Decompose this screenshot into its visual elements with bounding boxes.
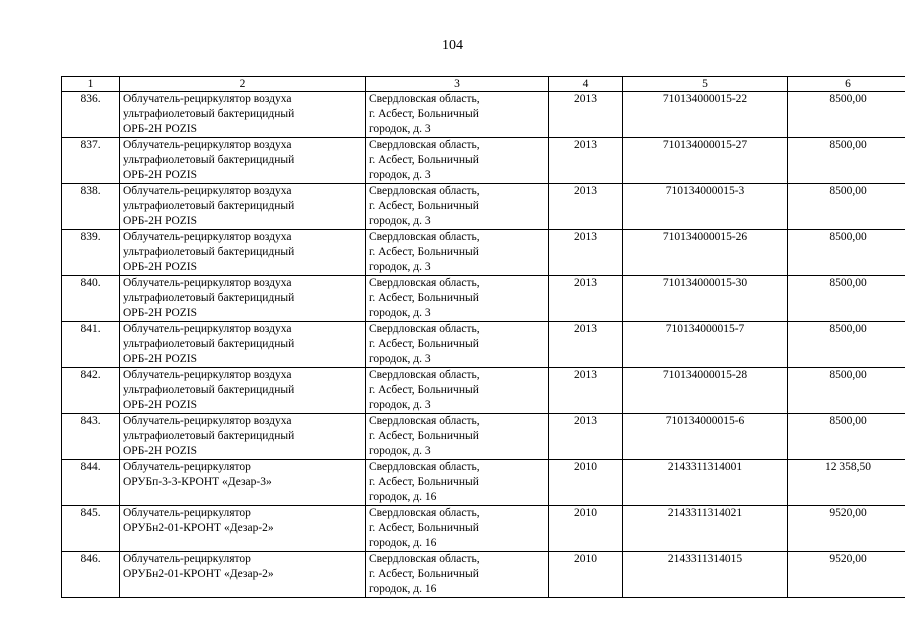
item-name — [120, 552, 366, 598]
item-name — [120, 184, 366, 230]
item-name-line: Облучатель-рециркулятор — [123, 507, 251, 519]
item-address — [366, 460, 549, 506]
item-year: 2013 — [549, 138, 623, 184]
item-name-line: ОРБ-2Н POZIS — [123, 353, 198, 365]
item-year: 2013 — [549, 276, 623, 322]
item-name-line: ОРБ-2Н POZIS — [123, 445, 198, 457]
item-name — [120, 276, 366, 322]
item-address-line: городок, д. 3 — [369, 123, 431, 135]
table-body — [62, 92, 905, 598]
item-name-line: Облучатель-рециркулятор воздуха — [123, 93, 292, 105]
item-year: 2013 — [549, 414, 623, 460]
header-row — [62, 77, 905, 92]
item-address-line: городок, д. 16 — [369, 537, 437, 549]
item-price: 8500,00 — [788, 138, 905, 184]
item-address-line: Свердловская область, — [369, 185, 480, 197]
item-name-line: ОРБ-2Н POZIS — [123, 215, 198, 227]
item-year: 2013 — [549, 184, 623, 230]
item-address-line: городок, д. 3 — [369, 215, 431, 227]
item-year: 2010 — [549, 552, 623, 598]
item-address-line: г. Асбест, Больничный — [369, 154, 479, 166]
item-address-line: городок, д. 16 — [369, 491, 437, 503]
item-address-line: Свердловская область, — [369, 139, 480, 151]
column-header: 3 — [366, 77, 549, 92]
item-address-line: г. Асбест, Больничный — [369, 200, 479, 212]
page-number: 104 — [442, 38, 463, 53]
inventory-number: 710134000015-3 — [623, 184, 788, 230]
item-address — [366, 506, 549, 552]
item-address — [366, 552, 549, 598]
item-name-line: ОРБ-2Н POZIS — [123, 261, 198, 273]
item-address — [366, 138, 549, 184]
item-name-line: ультрафиолетовый бактерицидный — [123, 108, 295, 120]
table-row — [62, 368, 905, 414]
item-address-line: Свердловская область, — [369, 231, 480, 243]
inventory-number: 710134000015-26 — [623, 230, 788, 276]
column-header: 5 — [623, 77, 788, 92]
item-name-line: ультрафиолетовый бактерицидный — [123, 384, 295, 396]
table-row — [62, 230, 905, 276]
item-price: 8500,00 — [788, 230, 905, 276]
row-number: 845. — [62, 506, 120, 552]
item-address-line: г. Асбест, Больничный — [369, 568, 479, 580]
row-number: 846. — [62, 552, 120, 598]
inventory-number: 710134000015-28 — [623, 368, 788, 414]
inventory-number: 2143311314015 — [623, 552, 788, 598]
item-address-line: г. Асбест, Больничный — [369, 476, 479, 488]
item-name-line: ОРБ-2Н POZIS — [123, 169, 198, 181]
item-address-line: городок, д. 3 — [369, 169, 431, 181]
item-name-line: ОРУБн2-01-КРОНТ «Дезар-2» — [123, 568, 274, 580]
item-address-line: г. Асбест, Больничный — [369, 292, 479, 304]
item-year: 2013 — [549, 322, 623, 368]
item-name-line: ОРУБн2-01-КРОНТ «Дезар-2» — [123, 522, 274, 534]
row-number: 844. — [62, 460, 120, 506]
table-row — [62, 506, 905, 552]
item-name — [120, 138, 366, 184]
item-name-line: ультрафиолетовый бактерицидный — [123, 200, 295, 212]
inventory-number: 710134000015-30 — [623, 276, 788, 322]
item-price: 9520,00 — [788, 552, 905, 598]
item-name — [120, 92, 366, 138]
row-number: 838. — [62, 184, 120, 230]
item-price: 8500,00 — [788, 322, 905, 368]
item-address — [366, 184, 549, 230]
item-name-line: Облучатель-рециркулятор воздуха — [123, 139, 292, 151]
item-name-line: Облучатель-рециркулятор воздуха — [123, 369, 292, 381]
table-row — [62, 92, 905, 138]
item-address-line: городок, д. 3 — [369, 261, 431, 273]
column-header: 1 — [62, 77, 120, 92]
row-number: 840. — [62, 276, 120, 322]
item-address-line: г. Асбест, Больничный — [369, 338, 479, 350]
item-name-line: Облучатель-рециркулятор воздуха — [123, 185, 292, 197]
item-address-line: городок, д. 3 — [369, 353, 431, 365]
inventory-number: 2143311314001 — [623, 460, 788, 506]
item-name — [120, 414, 366, 460]
item-name-line: ОРБ-2Н POZIS — [123, 307, 198, 319]
item-name-line: Облучатель-рециркулятор — [123, 553, 251, 565]
item-year: 2013 — [549, 92, 623, 138]
column-header: 4 — [549, 77, 623, 92]
item-name-line: ОРБ-2Н POZIS — [123, 399, 198, 411]
item-address — [366, 230, 549, 276]
item-address-line: Свердловская область, — [369, 323, 480, 335]
item-address-line: Свердловская область, — [369, 415, 480, 427]
table-row — [62, 322, 905, 368]
column-header: 2 — [120, 77, 366, 92]
item-address-line: городок, д. 16 — [369, 583, 437, 595]
table-row — [62, 460, 905, 506]
item-address — [366, 368, 549, 414]
item-address-line: городок, д. 3 — [369, 445, 431, 457]
item-name — [120, 368, 366, 414]
table-row — [62, 138, 905, 184]
item-address-line: Свердловская область, — [369, 461, 480, 473]
item-name-line: Облучатель-рециркулятор воздуха — [123, 323, 292, 335]
item-address-line: Свердловская область, — [369, 507, 480, 519]
item-name-line: ультрафиолетовый бактерицидный — [123, 338, 295, 350]
item-price: 8500,00 — [788, 368, 905, 414]
item-name-line: ОРБ-2Н POZIS — [123, 123, 198, 135]
item-year: 2013 — [549, 368, 623, 414]
item-name-line: Облучатель-рециркулятор воздуха — [123, 231, 292, 243]
item-address-line: Свердловская область, — [369, 553, 480, 565]
item-address-line: Свердловская область, — [369, 369, 480, 381]
item-price: 8500,00 — [788, 276, 905, 322]
row-number: 836. — [62, 92, 120, 138]
item-address-line: г. Асбест, Больничный — [369, 108, 479, 120]
table-row — [62, 184, 905, 230]
item-name — [120, 230, 366, 276]
table-row — [62, 414, 905, 460]
item-name-line: ультрафиолетовый бактерицидный — [123, 430, 295, 442]
row-number: 841. — [62, 322, 120, 368]
item-address-line: г. Асбест, Больничный — [369, 384, 479, 396]
item-name-line: ультрафиолетовый бактерицидный — [123, 246, 295, 258]
item-year: 2010 — [549, 460, 623, 506]
item-address-line: г. Асбест, Больничный — [369, 430, 479, 442]
item-address — [366, 92, 549, 138]
item-price: 9520,00 — [788, 506, 905, 552]
row-number: 843. — [62, 414, 120, 460]
item-year: 2013 — [549, 230, 623, 276]
item-address-line: Свердловская область, — [369, 277, 480, 289]
item-price: 12 358,50 — [788, 460, 905, 506]
item-name-line: ультрафиолетовый бактерицидный — [123, 292, 295, 304]
item-address-line: городок, д. 3 — [369, 307, 431, 319]
item-address-line: городок, д. 3 — [369, 399, 431, 411]
inventory-number: 710134000015-6 — [623, 414, 788, 460]
item-name-line: Облучатель-рециркулятор воздуха — [123, 415, 292, 427]
table-row — [62, 552, 905, 598]
item-name-line: Облучатель-рециркулятор воздуха — [123, 277, 292, 289]
item-name-line: Облучатель-рециркулятор — [123, 461, 251, 473]
item-year: 2010 — [549, 506, 623, 552]
item-address — [366, 276, 549, 322]
column-header: 6 — [788, 77, 905, 92]
inventory-number: 2143311314021 — [623, 506, 788, 552]
item-price: 8500,00 — [788, 92, 905, 138]
inventory-number: 710134000015-27 — [623, 138, 788, 184]
item-address-line: г. Асбест, Больничный — [369, 522, 479, 534]
item-price: 8500,00 — [788, 184, 905, 230]
item-price: 8500,00 — [788, 414, 905, 460]
item-name-line: ультрафиолетовый бактерицидный — [123, 154, 295, 166]
item-address — [366, 414, 549, 460]
item-name — [120, 506, 366, 552]
item-name — [120, 322, 366, 368]
item-address-line: г. Асбест, Больничный — [369, 246, 479, 258]
row-number: 837. — [62, 138, 120, 184]
inventory-number: 710134000015-22 — [623, 92, 788, 138]
inventory-number: 710134000015-7 — [623, 322, 788, 368]
row-number: 839. — [62, 230, 120, 276]
item-name — [120, 460, 366, 506]
item-name-line: ОРУБп-3-3-КРОНТ «Дезар-3» — [123, 476, 272, 488]
row-number: 842. — [62, 368, 120, 414]
table-row — [62, 276, 905, 322]
item-address-line: Свердловская область, — [369, 93, 480, 105]
inventory-table — [61, 76, 905, 598]
item-address — [366, 322, 549, 368]
